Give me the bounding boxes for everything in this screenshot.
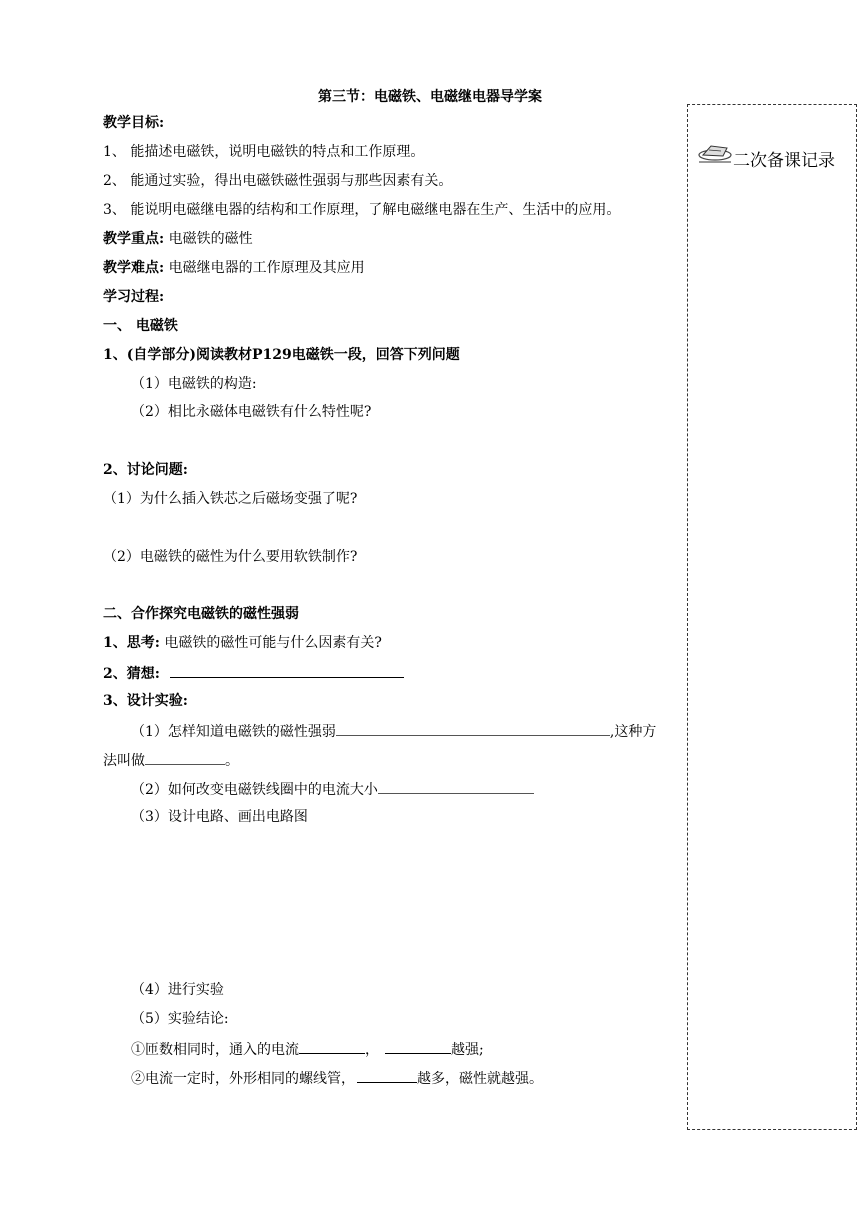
objective-1: 1、 能描述电磁铁，说明电磁铁的特点和工作原理。	[103, 144, 425, 160]
design-1-end: 。	[225, 753, 239, 769]
design-label: 3、设计实验:	[103, 693, 188, 709]
conclusion-1-blank-a[interactable]	[299, 1039, 365, 1054]
difficulty	[103, 259, 365, 277]
design-4-text: （4）进行实验	[131, 982, 224, 998]
guess-blank[interactable]	[170, 663, 404, 678]
design-2-row	[131, 779, 534, 799]
key-point	[103, 230, 253, 248]
conclusion-1-start: ①匝数相同时，通入的电流	[131, 1042, 299, 1058]
key-point-label: 教学重点:	[103, 231, 165, 247]
design-2-blank[interactable]	[378, 779, 534, 794]
conclusion-2-row	[131, 1068, 543, 1088]
conclusion-2-end: 越多，磁性就越强。	[417, 1071, 543, 1087]
method-name-blank[interactable]	[145, 750, 225, 765]
process-heading: 学习过程:	[103, 289, 165, 305]
conclusion-2-start: ②电流一定时，外形相同的螺线管，	[131, 1071, 355, 1087]
design-1-text: （1）怎样知道电磁铁的磁性强弱	[131, 724, 336, 740]
conclusion-1-blank-b[interactable]	[385, 1039, 451, 1054]
objective-3: 3、 能说明电磁继电器的结构和工作原理，了解电磁继电器在生产、生活中的应用。	[103, 202, 621, 218]
key-point-text: 电磁铁的磁性	[168, 231, 253, 247]
design-1-row	[131, 721, 656, 741]
design-1-tail: ,这种方	[609, 724, 657, 740]
think-label: 1、思考:	[103, 635, 160, 651]
conclusion-1-end: 越强;	[451, 1042, 484, 1058]
conclusion-1-row	[131, 1039, 484, 1059]
section2-heading: 二、合作探究电磁铁的磁性强弱	[103, 606, 299, 622]
design-2-text: （2）如何改变电磁铁线圈中的电流大小	[131, 782, 378, 798]
section1-q1: 1、(自学部分)阅读教材P129电磁铁一段，回答下列问题	[103, 347, 460, 363]
section1-q2: 2、讨论问题:	[103, 462, 188, 478]
design-5-text: （5）实验结论:	[131, 1011, 229, 1027]
page-title: 第三节：电磁铁、电磁继电器导学案	[318, 89, 542, 105]
section1-q1a: （1）电磁铁的构造:	[131, 376, 257, 392]
difficulty-label: 教学难点:	[103, 260, 165, 276]
difficulty-text: 电磁继电器的工作原理及其应用	[168, 260, 365, 276]
conclusion-1-sep: ，	[365, 1042, 379, 1058]
notes-sidebar-box	[687, 104, 857, 1130]
guess-label: 2、猜想:	[103, 666, 160, 682]
design-1-cont-row	[103, 750, 239, 770]
think-row	[103, 634, 382, 652]
pen-notebook-icon	[697, 142, 733, 168]
design-1-blank[interactable]	[336, 721, 610, 736]
guess-row	[103, 663, 404, 683]
think-text: 电磁铁的磁性可能与什么因素有关?	[164, 635, 382, 651]
section1-q1b: （2）相比永磁体电磁铁有什么特性呢?	[131, 404, 372, 420]
conclusion-2-blank[interactable]	[357, 1068, 417, 1083]
objective-2: 2、 能通过实验，得出电磁铁磁性强弱与那些因素有关。	[103, 173, 453, 189]
objectives-heading: 教学目标:	[103, 115, 165, 131]
section1-q2b: （2）电磁铁的磁性为什么要用软铁制作?	[103, 549, 358, 565]
sidebar-label: 二次备课记录	[733, 151, 835, 171]
design-1-cont: 法叫做	[103, 753, 145, 769]
section1-q2a: （1）为什么插入铁芯之后磁场变强了呢?	[103, 491, 358, 507]
section1-heading: 一、 电磁铁	[103, 318, 178, 334]
design-3-text: （3）设计电路、画出电路图	[131, 809, 308, 825]
